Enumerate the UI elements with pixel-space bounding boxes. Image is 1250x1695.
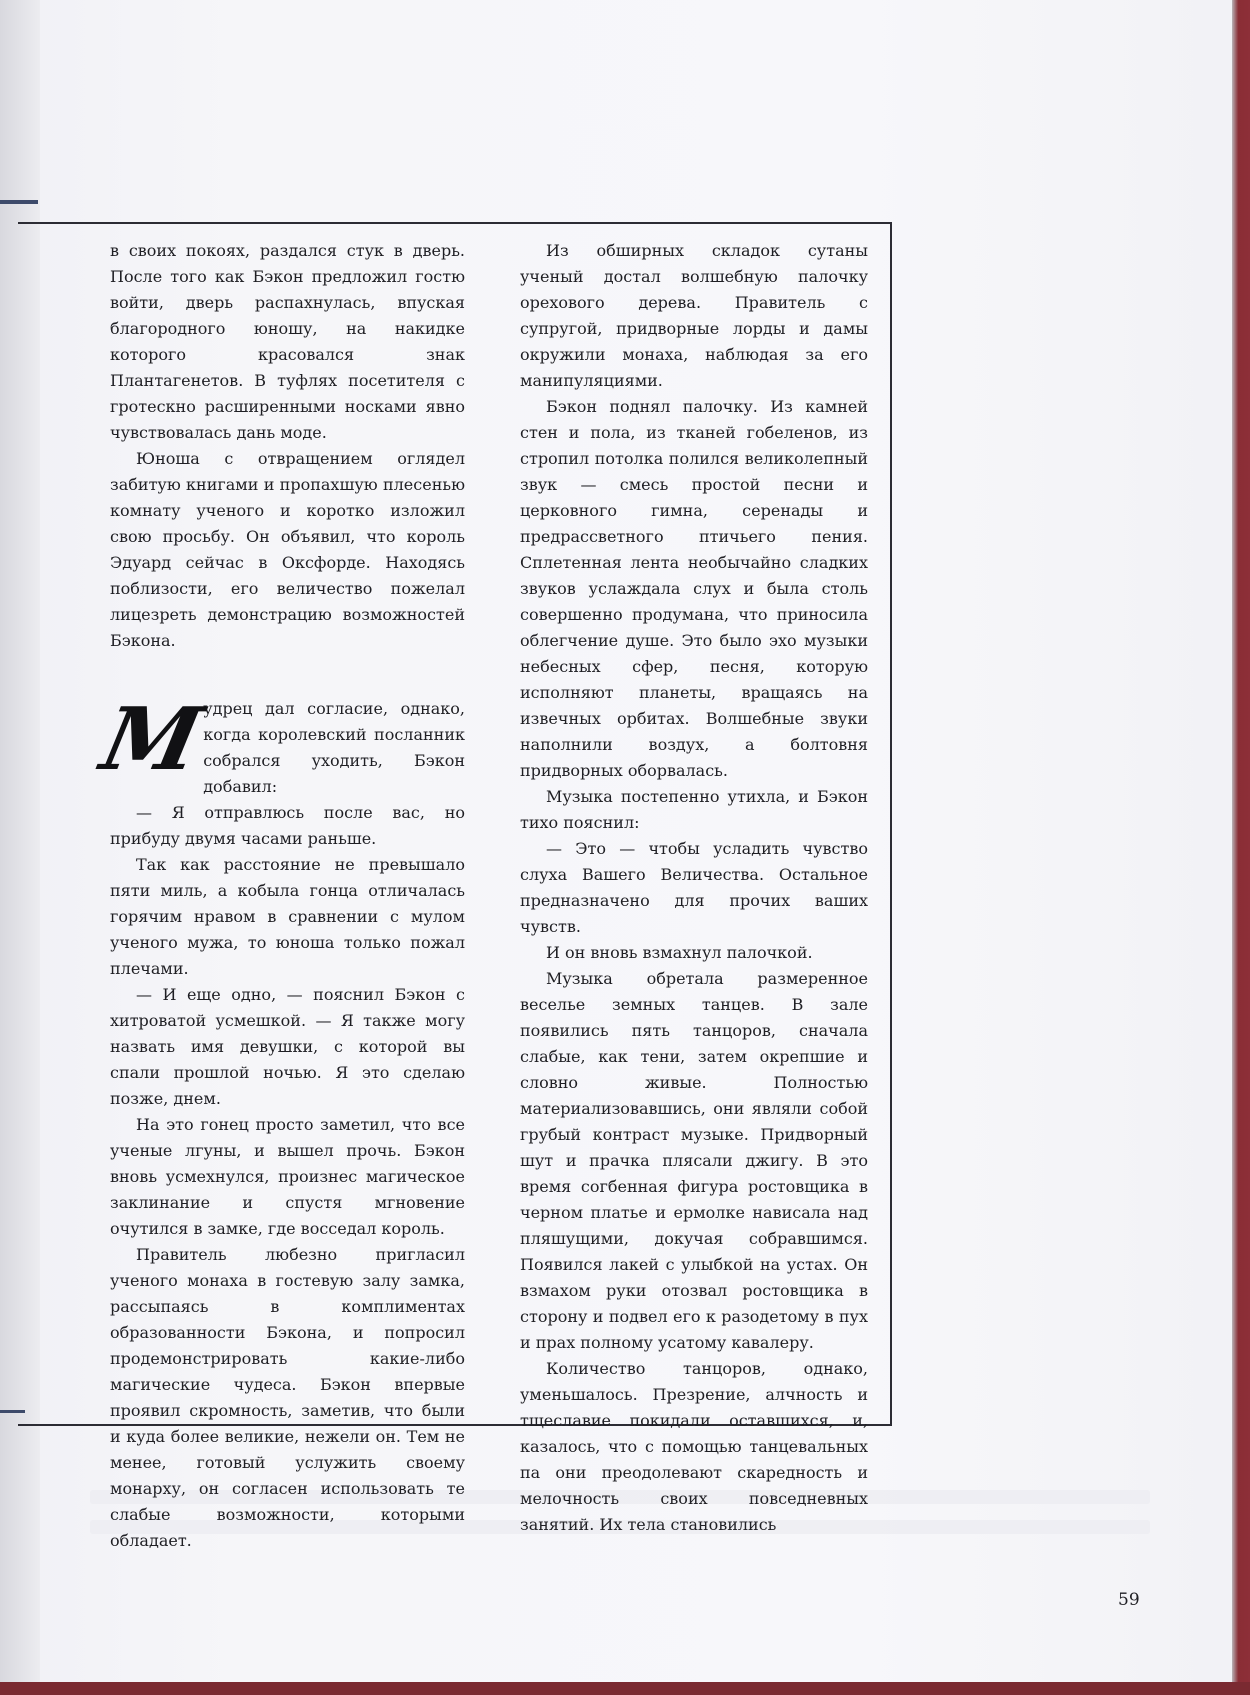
gutter-rule-top [0,200,38,204]
paragraph: На это гонец просто заметил, что все ученые лгуны, и вышел прочь. Бэкон вновь усмехнулся, произнес магическое заклинание и спустя мгновение очутился в замке, где восседал король. [110,1115,465,1238]
paragraph: Из обширных складок сутаны ученый достал волшебную палочку орехового дерева. Правитель с супругой, придворные лорды и дамы окружили монаха, наблюдая за его манипуляциями. [520,241,868,390]
paragraph: — И еще одно, — пояснил Бэкон с хитроватой усмешкой. — Я также могу назвать имя девушки, с которой вы спали прошлой ночью. Я это сделаю позже, днем. [110,985,465,1108]
book-edge-bottom [0,1682,1250,1695]
paragraph: Бэкон поднял палочку. Из камней стен и пола, из тканей гобеленов, из стропил потолка полился великолепный звук — смесь простой песни и церковного гимна, серенады и предрассветного птичьего пения. Сплетенная лента необычайно сладких звуков услаждала слух и была столь совершенно продумана, что приносила облегчение душе. Это было эхо музыки небесных сфер, песня, которую исполняют планеты, вращаясь на извечных орбитах. Волшебные звуки наполнили воздух, а болтовня придворных оборвалась. [520,397,868,780]
paragraph: в своих покоях, раздался стук в дверь. После того как Бэкон предложил гостю войти, дверь распахнулась, впуская благородного юношу, на накидке которого красовался знак Плантагенетов. В туфлях посетителя с гротескно расширенными носками явно чувствовалась дань моде. [110,241,465,442]
paragraph: — Это — чтобы усладить чувство слуха Вашего Величества. Остальное предназначено для прочих ваших чувств. [520,839,868,936]
paragraph: Музыка обретала размеренное веселье земных танцев. В зале появились пять танцоров, сначала слабые, как тени, затем окрепшие и словно живые. Полностью материализовавшись, они являли собой грубый контраст музыке. Придворный шут и прачка плясали джигу. В это время согбенная фигура ростовщика в черном платье и ермолке нависала над пляшущими, докучая собравшимся. Появился лакей с улыбкой на устах. Он взмахом руки отозвал ростовщика в сторону и подвел его к разодетому в пух и прах полному усатому кавалеру. [520,969,868,1352]
right-column [520,238,868,1538]
drop-cap-paragraph [93,689,465,800]
page-number: 59 [1118,1590,1140,1610]
book-edge-right [1232,0,1250,1695]
paragraph: — Я отправлюсь после вас, но прибуду двумя часами раньше. [110,803,465,848]
paragraph: И он вновь взмахнул палочкой. [546,943,813,962]
paragraph: Количество танцоров, однако, уменьшалось. Презрение, алчность и тщеславие покидали оставшихся, и, казалось, что с помощью танцевальных па они преодолевают скаредность и мелочность своих повседневных занятий. Их тела становились [520,1359,868,1534]
paragraph: Так как расстояние не превышало пяти миль, а кобыла гонца отличалась горячим нравом в сравнении с мулом ученого мужа, то юноша только пожал плечами. [110,855,465,978]
paragraph: Музыка постепенно утихла, и Бэкон тихо пояснил: [520,787,868,832]
paragraph: Юноша с отвращением оглядел забитую книгами и пропахшую плесенью комнату ученого и коротко изложил свою просьбу. Он объявил, что король Эдуард сейчас в Оксфорде. Находясь поблизости, его величество пожелал лицезреть демонстрацию возможностей Бэкона. [110,449,465,650]
drop-cap-letter: М [93,689,211,790]
paragraph: Правитель любезно пригласил ученого монаха в гостевую залу замка, рассыпаясь в комплиментах образованности Бэкона, и попросил продемонстрировать какие-либо магические чудеса. Бэкон впервые проявил скромность, заметив, что были и куда более великие, нежели он. Тем не менее, готовый услужить своему монарху, он согласен использовать те слабые возможности, которыми обладает. [110,1245,465,1550]
paragraph-text: удрец дал согласие, однако, когда королевский посланник собрался уходить, Бэкон добавил: [203,699,465,796]
left-column [93,238,465,1554]
